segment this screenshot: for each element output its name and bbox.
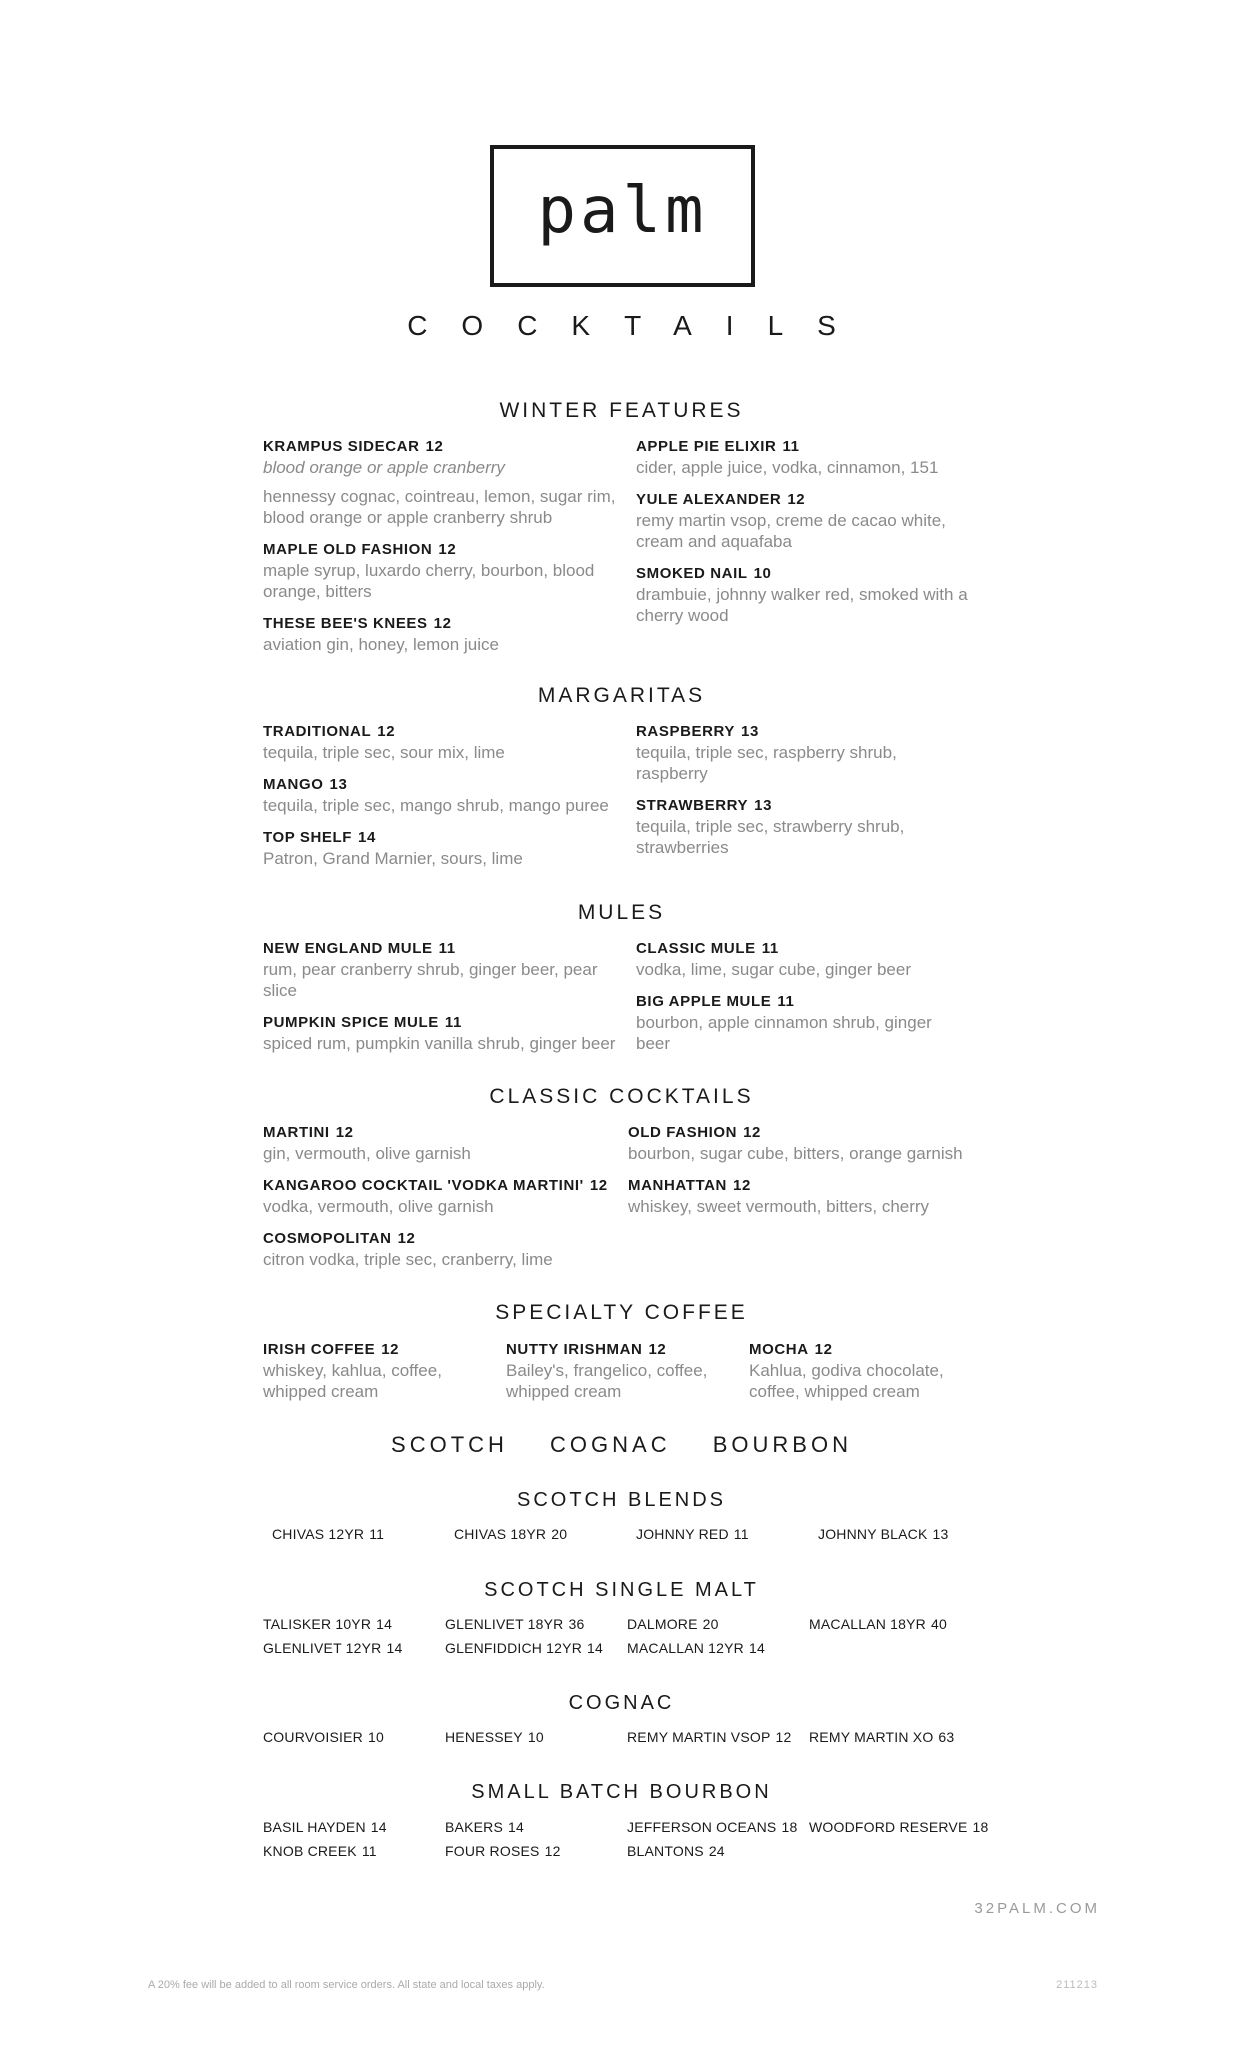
item-name: MANGO <box>263 776 324 793</box>
section-title-blends: SCOTCH BLENDS <box>516 1489 727 1511</box>
item-name: WOODFORD RESERVE <box>809 1819 968 1835</box>
item-price: 18 <box>972 1819 989 1835</box>
mules-left-column <box>263 939 618 1066</box>
item-description: citron vodka, triple sec, cranberry, lime <box>263 1250 553 1269</box>
item-price: 10 <box>753 565 772 582</box>
item-name: TALISKER 10YR <box>263 1616 372 1632</box>
item-description: spiced rum, pumpkin vanilla shrub, ginger beer <box>263 1034 616 1053</box>
item-name: FOUR ROSES <box>445 1843 540 1859</box>
item-name: STRAWBERRY <box>636 797 749 814</box>
bourbon-row <box>263 1818 1023 1836</box>
item-description: bourbon, apple cinnamon shrub, ginger beer <box>636 1013 932 1053</box>
item-description: vodka, lime, sugar cube, ginger beer <box>636 960 911 979</box>
page-title: COCKTAILS <box>407 310 870 341</box>
item-price: 10 <box>367 1729 384 1745</box>
item-name: BASIL HAYDEN <box>263 1819 366 1835</box>
list-item <box>818 1525 1000 1543</box>
item-price: 14 <box>370 1819 387 1835</box>
website-link[interactable]: 32PALM.COM <box>974 1900 1100 1917</box>
list-item <box>445 1639 627 1657</box>
menu-item <box>263 828 618 869</box>
item-price: 12 <box>425 438 444 455</box>
item-price: 12 <box>775 1729 792 1745</box>
footnote: A 20% fee will be added to all room service orders. All state and local taxes apply. <box>148 1979 545 1991</box>
item-name: TOP SHELF <box>263 829 353 846</box>
list-item <box>263 1818 445 1836</box>
list-item <box>445 1615 627 1633</box>
item-price: 11 <box>761 940 779 957</box>
item-price: 10 <box>527 1729 544 1745</box>
menu-item <box>263 939 618 1001</box>
list-item <box>809 1615 991 1633</box>
item-description: tequila, triple sec, mango shrub, mango puree <box>263 796 609 815</box>
margaritas-left-column <box>263 722 618 881</box>
spirits-heading-bourbon: BOURBON <box>712 1432 852 1457</box>
item-price: 12 <box>544 1843 561 1859</box>
list-item <box>263 1842 445 1860</box>
section-title-cognac: COGNAC <box>568 1692 675 1714</box>
item-description: maple syrup, luxardo cherry, bourbon, blood orange, bitters <box>263 561 595 601</box>
item-price: 14 <box>386 1640 403 1656</box>
item-name: MAPLE OLD FASHION <box>263 541 433 558</box>
item-price: 13 <box>329 776 348 793</box>
item-name: CLASSIC MULE <box>636 940 756 957</box>
item-description: aviation gin, honey, lemon juice <box>263 635 499 654</box>
menu-item <box>749 1340 974 1402</box>
item-description: tequila, triple sec, strawberry shrub, strawberries <box>636 817 905 857</box>
item-price: 12 <box>377 723 396 740</box>
list-item <box>454 1525 636 1543</box>
item-price: 14 <box>508 1819 524 1835</box>
item-description: whiskey, sweet vermouth, bitters, cherry <box>628 1197 930 1216</box>
item-name: SMOKED NAIL <box>636 565 748 582</box>
item-name: MANHATTAN <box>628 1177 727 1194</box>
item-price: 36 <box>568 1616 585 1632</box>
item-price: 20 <box>702 1616 719 1632</box>
menu-item <box>628 1123 988 1164</box>
item-name: MACALLAN 18YR <box>809 1616 926 1632</box>
menu-item <box>636 992 966 1054</box>
item-description: vodka, vermouth, olive garnish <box>263 1197 494 1216</box>
section-title-margaritas: MARGARITAS <box>537 684 706 707</box>
item-price: 12 <box>733 1177 751 1194</box>
item-description: cider, apple juice, vodka, cinnamon, 151 <box>636 458 939 477</box>
menu-item <box>263 540 618 602</box>
spirits-heading <box>0 1432 1243 1458</box>
menu-item <box>636 722 936 784</box>
item-price: 12 <box>397 1230 416 1247</box>
item-description: Kahlua, godiva chocolate, coffee, whipped cream <box>749 1361 944 1401</box>
item-name: JOHNNY BLACK <box>818 1526 928 1542</box>
item-name: REMY MARTIN VSOP <box>627 1729 771 1745</box>
item-name: TRADITIONAL <box>263 723 372 740</box>
classic-right-column <box>628 1123 988 1229</box>
section-title-winter: WINTER FEATURES <box>499 399 744 422</box>
cognac-row <box>263 1728 1023 1746</box>
item-price: 40 <box>930 1616 947 1632</box>
item-price: 11 <box>369 1526 385 1542</box>
list-item <box>627 1842 809 1860</box>
item-price: 12 <box>433 615 452 632</box>
menu-item <box>636 796 936 858</box>
item-name: OLD FASHION <box>628 1124 738 1141</box>
list-item <box>445 1728 627 1746</box>
mules-right-column <box>636 939 966 1066</box>
classic-left-column <box>263 1123 623 1282</box>
item-price: 12 <box>381 1341 400 1358</box>
item-price: 13 <box>932 1526 949 1542</box>
menu-item <box>636 939 966 980</box>
menu-item <box>263 775 618 816</box>
list-item <box>263 1728 445 1746</box>
item-name: YULE ALEXANDER <box>636 491 782 508</box>
winter-right-column <box>636 437 981 638</box>
section-title-coffee: SPECIALTY COFFEE <box>495 1301 748 1324</box>
section-title-mules: MULES <box>577 901 666 924</box>
item-name: GLENLIVET 18YR <box>445 1616 564 1632</box>
item-price: 14 <box>376 1616 393 1632</box>
list-item <box>636 1525 818 1543</box>
section-title-single-malt: SCOTCH SINGLE MALT <box>484 1579 759 1601</box>
item-description: tequila, triple sec, sour mix, lime <box>263 743 505 762</box>
winter-left-column <box>263 437 618 667</box>
blends-row <box>272 1525 1032 1543</box>
item-price: 11 <box>733 1526 749 1542</box>
item-price: 12 <box>438 541 457 558</box>
item-price: 11 <box>782 438 800 455</box>
item-name: COURVOISIER <box>263 1729 363 1745</box>
spirits-heading-scotch: SCOTCH <box>391 1432 508 1457</box>
item-name: KNOB CREEK <box>263 1843 357 1859</box>
item-name: BIG APPLE MULE <box>636 993 772 1010</box>
section-title-classic: CLASSIC COCKTAILS <box>489 1085 754 1108</box>
item-name: REMY MARTIN XO <box>809 1729 934 1745</box>
menu-item <box>263 1013 618 1054</box>
menu-item <box>263 437 618 528</box>
item-price: 13 <box>754 797 773 814</box>
item-name: RASPBERRY <box>636 723 736 740</box>
item-description: gin, vermouth, olive garnish <box>263 1144 471 1163</box>
item-name: JEFFERSON OCEANS <box>627 1819 777 1835</box>
item-description: Bailey's, frangelico, coffee, whipped cream <box>506 1361 708 1401</box>
item-description: hennessy cognac, cointreau, lemon, sugar rim, blood orange or apple cranberry shrub <box>263 487 616 527</box>
item-name: GLENFIDDICH 12YR <box>445 1640 583 1656</box>
item-price: 12 <box>743 1124 761 1141</box>
item-price: 63 <box>938 1729 955 1745</box>
spirits-heading-cognac: COGNAC <box>550 1432 671 1457</box>
logo <box>490 145 755 287</box>
item-name: PUMPKIN SPICE MULE <box>263 1014 439 1031</box>
list-item <box>627 1615 809 1633</box>
item-description: remy martin vsop, creme de cacao white, cream and aquafaba <box>636 511 946 551</box>
menu-item <box>636 490 981 552</box>
item-price: 11 <box>777 993 795 1010</box>
item-name: KRAMPUS SIDECAR <box>263 438 420 455</box>
item-name: CHIVAS 18YR <box>454 1526 547 1542</box>
menu-item <box>263 1229 623 1270</box>
item-price: 14 <box>748 1640 765 1656</box>
item-name: GLENLIVET 12YR <box>263 1640 382 1656</box>
margaritas-right-column <box>636 722 936 870</box>
list-item <box>445 1818 627 1836</box>
item-price: 12 <box>648 1341 667 1358</box>
menu-item <box>263 1123 623 1164</box>
item-name: MOCHA <box>749 1341 809 1358</box>
item-name: DALMORE <box>627 1616 698 1632</box>
item-price: 20 <box>551 1526 568 1542</box>
item-price: 11 <box>444 1014 462 1031</box>
menu-item <box>628 1176 988 1217</box>
list-item <box>272 1525 454 1543</box>
item-name: APPLE PIE ELIXIR <box>636 438 777 455</box>
item-name: THESE BEE'S KNEES <box>263 615 428 632</box>
item-name: NEW ENGLAND MULE <box>263 940 433 957</box>
item-description: whiskey, kahlua, coffee, whipped cream <box>263 1361 442 1401</box>
item-name: MACALLAN 12YR <box>627 1640 744 1656</box>
item-name: KANGAROO COCKTAIL 'VODKA MARTINI' <box>263 1177 584 1194</box>
menu-item <box>263 722 618 763</box>
list-item <box>627 1639 809 1657</box>
item-price: 12 <box>335 1124 354 1141</box>
list-item <box>263 1615 445 1633</box>
item-name: COSMOPOLITAN <box>263 1230 392 1247</box>
logo-text: palm <box>537 174 708 248</box>
menu-item <box>263 1340 488 1402</box>
item-price: 11 <box>438 940 456 957</box>
item-name: BAKERS <box>445 1819 503 1835</box>
bourbon-row <box>263 1842 1023 1860</box>
list-item <box>445 1842 627 1860</box>
single-malt-row <box>263 1615 1023 1633</box>
item-name: JOHNNY RED <box>636 1526 729 1542</box>
menu-item <box>263 1176 623 1217</box>
item-name: MARTINI <box>263 1124 330 1141</box>
item-price: 11 <box>361 1843 377 1859</box>
menu-item <box>636 437 981 478</box>
menu-item <box>636 564 981 626</box>
list-item <box>263 1639 445 1657</box>
item-price: 12 <box>787 491 806 508</box>
item-price: 24 <box>708 1843 725 1859</box>
section-title-bourbon: SMALL BATCH BOURBON <box>471 1781 772 1803</box>
list-item <box>809 1818 991 1836</box>
item-price: 12 <box>814 1341 833 1358</box>
document-code: 211213 <box>1056 1979 1098 1991</box>
item-description: bourbon, sugar cube, bitters, orange garnish <box>628 1144 963 1163</box>
item-description: tequila, triple sec, raspberry shrub, raspberry <box>636 743 897 783</box>
item-note: blood orange or apple cranberry <box>263 458 505 477</box>
item-description: drambuie, johnny walker red, smoked with a cherry wood <box>636 585 968 625</box>
item-price: 18 <box>781 1819 798 1835</box>
item-name: BLANTONS <box>627 1843 704 1859</box>
item-price: 12 <box>589 1177 608 1194</box>
item-name: NUTTY IRISHMAN <box>506 1341 643 1358</box>
menu-item <box>506 1340 731 1402</box>
item-description: Patron, Grand Marnier, sours, lime <box>263 849 523 868</box>
item-description: rum, pear cranberry shrub, ginger beer, pear slice <box>263 960 598 1000</box>
item-price: 13 <box>741 723 759 740</box>
item-name: CHIVAS 12YR <box>272 1526 365 1542</box>
single-malt-row <box>263 1639 1023 1657</box>
list-item <box>627 1818 809 1836</box>
list-item <box>627 1728 809 1746</box>
item-price: 14 <box>587 1640 603 1656</box>
item-price: 14 <box>358 829 376 846</box>
menu-item <box>263 614 618 655</box>
list-item <box>809 1728 991 1746</box>
item-name: HENESSEY <box>445 1729 523 1745</box>
item-name: IRISH COFFEE <box>263 1341 376 1358</box>
